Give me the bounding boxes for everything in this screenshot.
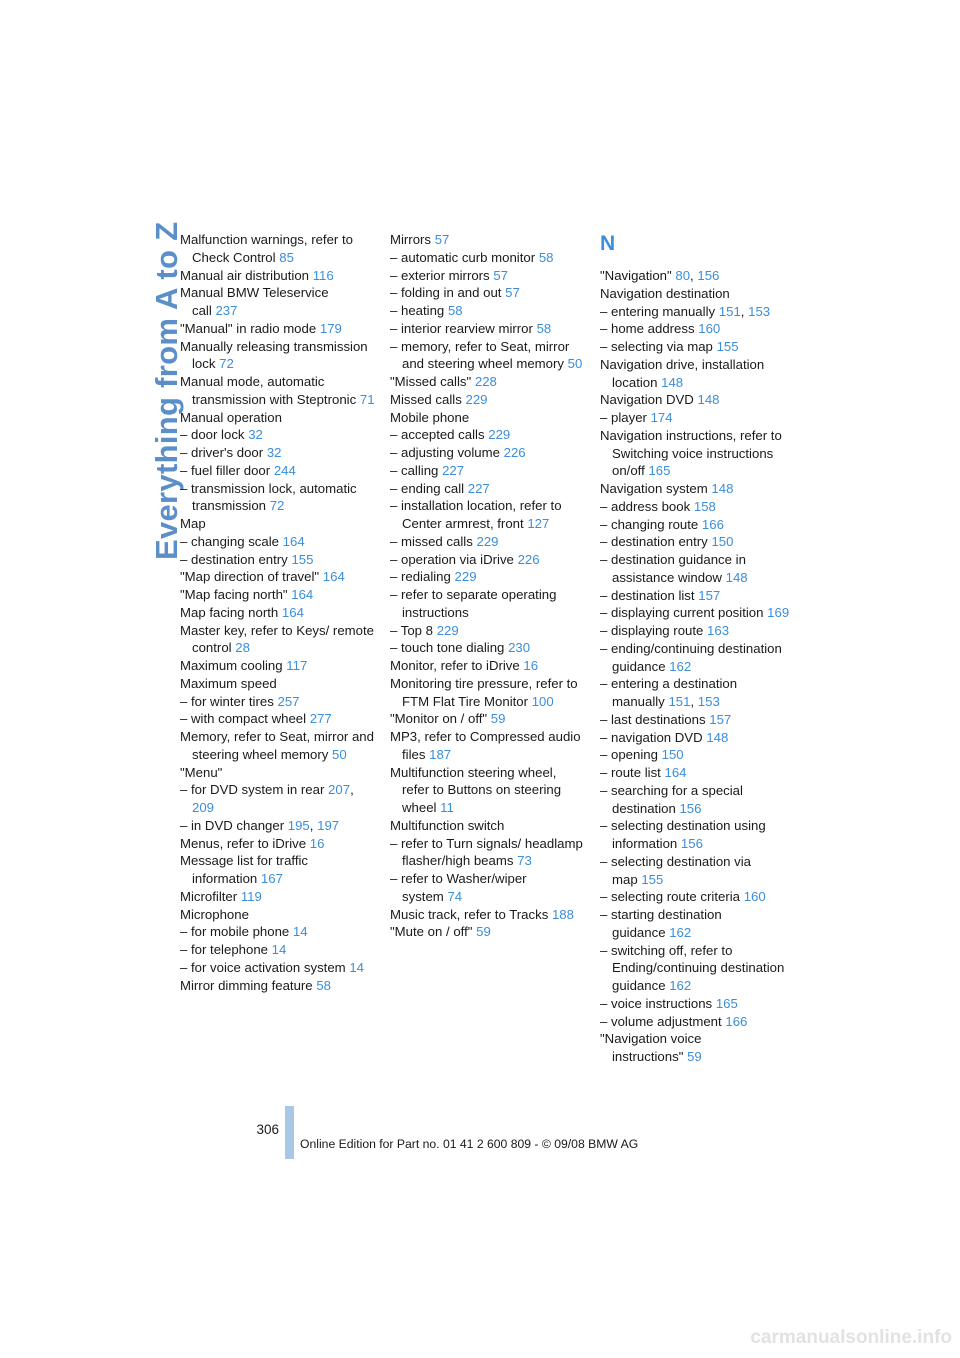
index-entry: [180, 675, 375, 693]
entry-term: – volume adjustment: [600, 1013, 722, 1029]
index-entry: [390, 533, 585, 551]
index-entry: [390, 284, 585, 302]
index-entry: [390, 444, 585, 462]
page-reference-link[interactable]: 165: [715, 995, 738, 1011]
entry-term: Microfilter: [180, 888, 238, 904]
entry-term: – for telephone: [180, 942, 268, 957]
entry-term: – operation via iDrive: [390, 551, 514, 567]
index-entry: [390, 764, 585, 817]
entry-term: – in DVD changer: [180, 817, 285, 833]
index-entry: [180, 977, 375, 995]
index-entry: [180, 231, 375, 267]
entry-term: Manual operation: [180, 409, 282, 425]
index-entry: [600, 498, 790, 516]
page-reference-link[interactable]: 187: [429, 746, 452, 762]
page-reference-link[interactable]: 28: [235, 640, 250, 656]
page-reference-link[interactable]: 229: [454, 569, 477, 585]
page-reference-link[interactable]: 226: [517, 551, 540, 567]
entry-term: – interior rearview mirror: [390, 320, 533, 336]
entry-term: – displaying current position: [600, 605, 764, 621]
index-entry: [180, 480, 375, 516]
page-reference-link[interactable]: 14: [292, 924, 308, 940]
entry-term: – calling: [390, 462, 439, 478]
entry-term: – changing scale: [180, 533, 279, 549]
entry-term: – door lock: [180, 427, 245, 443]
entry-term: "Navigation": [600, 268, 672, 283]
index-entry: [180, 426, 375, 444]
entry-term: "Navigation voice instructions": [600, 1031, 702, 1064]
index-entry: [600, 888, 790, 906]
page-reference-link[interactable]: 237: [215, 303, 238, 318]
entry-term: Navigation system: [600, 481, 708, 496]
entry-term: – refer to separate operating instructions: [390, 587, 557, 620]
page-reference-link[interactable]: 164: [322, 569, 345, 585]
index-entry: [390, 586, 585, 622]
index-entry: [180, 267, 375, 285]
entry-term: Master key, refer to Keys/ remote control: [180, 622, 374, 656]
index-entry: [180, 551, 375, 569]
entry-term: "Missed calls": [390, 374, 472, 389]
page-reference-link[interactable]: 229: [488, 427, 511, 443]
index-entry: [600, 817, 790, 853]
index-entry: [390, 657, 585, 675]
page-reference-link[interactable]: 73: [517, 853, 532, 869]
entry-term: Manual air distribution: [180, 267, 310, 283]
entry-term: – automatic curb monitor: [390, 249, 536, 265]
entry-term: – last destinations: [600, 711, 706, 727]
page-reference-link[interactable]: 119: [240, 888, 262, 904]
index-entry: [600, 516, 790, 534]
entry-term: – for mobile phone: [180, 924, 290, 940]
page-reference-link[interactable]: 80: [675, 268, 691, 283]
index-entry: [180, 604, 375, 622]
entry-term: – with compact wheel: [180, 711, 307, 727]
entry-term: – installation location, refer to Center armrest, front: [390, 498, 562, 531]
entry-term: – heating: [390, 303, 445, 318]
index-entry: [600, 551, 790, 587]
entry-term: Music track, refer to Tracks: [390, 906, 549, 922]
entry-term: – selecting via map: [600, 339, 713, 354]
page-reference-link[interactable]: 195: [287, 817, 310, 833]
index-entry: [600, 604, 790, 622]
page-reference-link[interactable]: 163: [707, 623, 730, 638]
page-reference-link[interactable]: 229: [436, 622, 459, 638]
index-entry: [390, 302, 585, 320]
entry-term: – selecting destination using information: [600, 818, 766, 851]
page-reference-link[interactable]: 226: [503, 445, 526, 460]
entry-term: – starting destination guidance: [600, 907, 722, 940]
entry-term: Maximum cooling: [180, 658, 283, 673]
page-reference-link[interactable]: 167: [260, 871, 283, 886]
index-entry: [390, 622, 585, 640]
page-reference-link[interactable]: 162: [669, 978, 692, 993]
index-entry: [600, 409, 790, 427]
index-entry: [390, 231, 585, 249]
entry-term: – changing route: [600, 516, 699, 532]
index-entry: [390, 267, 585, 285]
page-reference-link[interactable]: 151: [718, 303, 741, 319]
index-entry: [390, 870, 585, 906]
entry-term: – folding in and out: [390, 285, 502, 301]
entry-term: Manual mode, automatic transmission with Steptronic: [180, 374, 357, 407]
page-reference-link[interactable]: 16: [523, 658, 539, 673]
page-reference-link[interactable]: 166: [725, 1013, 748, 1029]
entry-term: – for voice activation system: [180, 959, 346, 975]
index-entry: [600, 1030, 790, 1066]
section-letter: N: [600, 232, 616, 255]
index-entry: [390, 497, 585, 533]
entry-term: Missed calls: [390, 391, 462, 407]
entry-term: Navigation destination: [600, 285, 730, 301]
entry-term: – refer to Turn signals/ headlamp flasher/high beams: [390, 835, 583, 869]
page-reference-link[interactable]: 257: [277, 693, 300, 709]
index-entry: [600, 480, 790, 498]
page-reference-link[interactable]: 156: [680, 836, 703, 851]
index-entry: "Navigation" 80, 156: [600, 268, 720, 283]
page-reference-link[interactable]: 164: [281, 604, 304, 620]
page-reference-link[interactable]: 244: [273, 462, 296, 478]
index-entry: [600, 640, 790, 676]
entry-term: – driver's door: [180, 445, 264, 460]
index-entry: [390, 835, 585, 871]
entry-term: Monitor, refer to iDrive: [390, 658, 520, 673]
index-entry: [600, 711, 790, 729]
entry-term: – memory, refer to Seat, mirror and steering wheel memory: [390, 338, 570, 372]
watermark: carmanualsonline.info: [750, 1327, 952, 1348]
page-reference-link[interactable]: 229: [465, 391, 488, 407]
index-entry: [600, 746, 790, 764]
entry-term: – searching for a special destination: [600, 782, 743, 816]
entry-term: "Mute on / off": [390, 924, 473, 940]
index-entry: [600, 729, 790, 747]
entry-term: "Menu": [180, 764, 223, 780]
page-reference-link[interactable]: 127: [527, 516, 550, 531]
page-reference-link[interactable]: 50: [332, 746, 347, 762]
index-entry: [180, 959, 375, 977]
page-reference-link[interactable]: 158: [693, 498, 716, 514]
page-reference-link[interactable]: 148: [661, 374, 684, 390]
page-reference-link[interactable]: 50: [567, 356, 583, 372]
page-reference-link[interactable]: 71: [359, 391, 375, 407]
index-entry: [390, 923, 585, 941]
index-entry: [600, 533, 790, 551]
page-reference-link[interactable]: 11: [440, 800, 454, 815]
page-reference-link[interactable]: 162: [669, 658, 692, 674]
page-reference-link[interactable]: 229: [476, 533, 499, 549]
page-reference-link[interactable]: 156: [697, 268, 720, 283]
index-entry: [180, 710, 375, 728]
entry-term: – navigation DVD: [600, 729, 703, 745]
page-reference-link[interactable]: 164: [291, 587, 314, 602]
page-reference-link[interactable]: 148: [697, 392, 720, 408]
index-entry: [600, 338, 790, 356]
entry-term: Map: [180, 516, 206, 531]
page-reference-link[interactable]: 162: [669, 924, 692, 940]
page-reference-link[interactable]: 227: [467, 480, 490, 496]
entry-term: – voice instructions: [600, 995, 713, 1011]
index-entry: [390, 373, 585, 391]
entry-term: "Map direction of travel": [180, 569, 320, 585]
page-reference-link[interactable]: 100: [531, 693, 554, 709]
page-reference-link[interactable]: 116: [312, 267, 334, 283]
page-reference-link[interactable]: 72: [269, 498, 285, 514]
index-entry: [390, 710, 585, 728]
entry-term: – home address: [600, 321, 695, 337]
index-entry: [180, 284, 375, 320]
page-reference-link[interactable]: 166: [701, 516, 724, 532]
index-entry: [390, 906, 585, 924]
page-reference-link[interactable]: 227: [442, 462, 465, 478]
entry-term: – redialing: [390, 569, 451, 585]
entry-term: – destination entry: [180, 551, 288, 567]
entry-term: – destination guidance in assistance window: [600, 552, 746, 585]
entry-term: – selecting destination via map: [600, 853, 752, 887]
index-column-3: [600, 231, 790, 1066]
index-entry: [180, 657, 375, 675]
index-entry: [390, 728, 585, 764]
entry-term: Mobile phone: [390, 409, 470, 425]
page-reference-link[interactable]: 16: [309, 835, 325, 851]
entry-term: – adjusting volume: [390, 445, 500, 460]
footer-accent-bar: [285, 1106, 294, 1159]
page-reference-link[interactable]: 59: [490, 711, 506, 727]
page-reference-link[interactable]: 148: [711, 481, 734, 496]
entry-term: Malfunction warnings, refer to Check Control: [180, 232, 353, 265]
index-entry: [180, 515, 375, 533]
entry-term: Manual BMW Teleservice call: [180, 285, 329, 318]
entry-term: Memory, refer to Seat, mirror and steering wheel memory: [180, 729, 374, 762]
index-entry: [600, 995, 790, 1013]
page-reference-link[interactable]: 160: [698, 321, 721, 337]
entry-term: – entering a destination manually: [600, 676, 738, 709]
side-section-title: Everything from A to Z: [149, 221, 184, 560]
index-entry: [600, 764, 790, 782]
index-entry: [600, 356, 790, 392]
index-entry: – in DVD changer 195, 197: [180, 817, 340, 833]
index-entry: [180, 693, 375, 711]
index-entry: [180, 888, 375, 906]
index-entry: [180, 923, 375, 941]
page-reference-link[interactable]: 209: [192, 800, 215, 815]
page-reference-link[interactable]: 117: [286, 658, 308, 673]
index-entry: [390, 338, 585, 374]
index-entry: [390, 551, 585, 569]
entry-term: – for DVD system in rear: [180, 782, 325, 798]
page-reference-link[interactable]: 150: [661, 747, 684, 763]
index-entry: [180, 764, 375, 782]
index-entry: [390, 462, 585, 480]
index-entry: [600, 587, 790, 605]
entry-term: Menus, refer to iDrive: [180, 835, 307, 851]
index-entry: [180, 373, 375, 409]
page-reference-link[interactable]: 148: [725, 569, 748, 585]
entry-term: – for winter tires: [180, 693, 274, 709]
index-entry: [600, 427, 790, 480]
page-reference-link[interactable]: 156: [679, 800, 702, 816]
entry-term: Monitoring tire pressure, refer to FTM Flat Tire Monitor: [390, 675, 578, 709]
page-reference-link[interactable]: 157: [698, 587, 721, 603]
index-entry: [390, 249, 585, 267]
page-reference-link[interactable]: 85: [279, 249, 294, 265]
index-entry: [600, 853, 790, 889]
index-entry: [180, 338, 375, 374]
index-entry: [390, 426, 585, 444]
entry-term: Microphone: [180, 906, 249, 922]
entry-term: Manually releasing transmission lock: [180, 338, 368, 372]
footer-edition-note: Online Edition for Part no. 01 41 2 600 809 - © 09/08 BMW AG: [300, 1137, 639, 1151]
entry-term: Message list for traffic information: [180, 853, 309, 886]
entry-term: Maximum speed: [180, 675, 277, 691]
page-reference-link[interactable]: 155: [716, 339, 739, 354]
entry-term: – fuel filler door: [180, 462, 271, 478]
page-reference-link[interactable]: 58: [447, 303, 463, 318]
page-reference-link[interactable]: 58: [538, 249, 554, 265]
entry-term: – switching off, refer to Ending/continuing destination guidance: [600, 942, 785, 993]
page-reference-link[interactable]: 155: [291, 551, 314, 567]
page-reference-link[interactable]: 188: [551, 906, 574, 922]
entry-term: – destination list: [600, 587, 695, 603]
page-reference-link[interactable]: 179: [319, 320, 342, 336]
entry-term: Navigation DVD: [600, 392, 694, 408]
index-entry: [180, 320, 375, 338]
entry-term: – ending call: [390, 480, 465, 496]
page-reference-link[interactable]: 165: [648, 463, 671, 479]
entry-term: MP3, refer to Compressed audio files: [390, 729, 581, 762]
page-reference-link[interactable]: 230: [508, 640, 531, 656]
page-reference-link[interactable]: 228: [474, 374, 497, 389]
index-entry: [180, 835, 375, 853]
index-entry: [180, 622, 375, 658]
index-entry: [600, 906, 790, 942]
page-reference-link[interactable]: 58: [316, 977, 331, 993]
entry-term: – entering manually: [600, 303, 716, 319]
index-entry: [180, 444, 375, 462]
page-reference-link[interactable]: 155: [641, 871, 664, 887]
page-reference-link[interactable]: 160: [743, 889, 766, 905]
page-reference-link[interactable]: 157: [709, 711, 732, 727]
entry-term: – missed calls: [390, 533, 473, 549]
entry-term: Map facing north: [180, 604, 279, 620]
entry-term: – exterior mirrors: [390, 267, 490, 283]
index-entry: [600, 942, 790, 995]
entry-term: – address book: [600, 498, 691, 514]
entry-term: – accepted calls: [390, 427, 485, 443]
page-reference-link[interactable]: 58: [536, 320, 552, 336]
index-entry: – entering manually 151, 153: [600, 303, 771, 319]
page-reference-link[interactable]: 14: [271, 942, 287, 957]
index-column-2: [390, 231, 585, 941]
page-reference-link[interactable]: 169: [767, 605, 790, 621]
page-reference-link[interactable]: 14: [349, 959, 364, 975]
page-reference-link[interactable]: 151: [668, 694, 691, 709]
entry-term: Navigation instructions, refer to Switching voice instructions on/off: [600, 427, 782, 479]
page-reference-link[interactable]: 59: [687, 1049, 702, 1064]
page-reference-link[interactable]: 197: [317, 817, 340, 833]
entry-term: – touch tone dialing: [390, 640, 505, 656]
entry-term: Mirror dimming feature: [180, 977, 313, 993]
index-entry: [600, 285, 790, 303]
page-reference-link[interactable]: 59: [476, 924, 491, 940]
entry-term: "Monitor on / off": [390, 711, 488, 727]
entry-term: – Top 8: [390, 622, 434, 638]
index-entry: [180, 906, 375, 924]
page-reference-link[interactable]: 164: [282, 533, 305, 549]
entry-term: – displaying route: [600, 623, 704, 638]
entry-term: Navigation drive, installation location: [600, 356, 765, 390]
entry-term: "Manual" in radio mode: [180, 320, 317, 336]
entry-term: – transmission lock, automatic transmission: [180, 480, 357, 514]
index-entry: [390, 320, 585, 338]
index-entry: – entering a destination manually 151, 153: [600, 676, 738, 709]
entry-term: – refer to Washer/wiper system: [390, 871, 527, 904]
index-entry: [600, 320, 790, 338]
index-entry: [180, 941, 375, 959]
page-reference-link[interactable]: 153: [697, 694, 720, 709]
entry-term: – ending/continuing destination guidance: [600, 640, 782, 674]
index-entry: [180, 462, 375, 480]
index-entry: [180, 586, 375, 604]
index-entry: [180, 409, 375, 427]
entry-term: – destination entry: [600, 534, 708, 550]
page-reference-link[interactable]: 57: [493, 267, 508, 283]
entry-term: – route list: [600, 765, 661, 780]
entry-term: Multifunction steering wheel, refer to Buttons on steering wheel: [390, 764, 562, 815]
page-reference-link[interactable]: 32: [266, 445, 282, 460]
index-entry: [390, 391, 585, 409]
index-column-1: [180, 231, 375, 994]
index-entry: [390, 639, 585, 657]
index-entry: [180, 728, 375, 764]
page-reference-link[interactable]: 153: [748, 303, 771, 319]
index-entry: [600, 391, 790, 409]
index-entry: [390, 480, 585, 498]
page-reference-link[interactable]: 57: [505, 285, 520, 301]
entry-term: – opening: [600, 747, 658, 763]
page-reference-link[interactable]: 72: [219, 356, 234, 372]
page-reference-link[interactable]: 150: [711, 534, 734, 550]
index-entry: [180, 852, 375, 888]
index-entry: [600, 1013, 790, 1031]
page-reference-link[interactable]: 277: [309, 711, 332, 727]
page-reference-link[interactable]: 174: [650, 410, 673, 425]
page-reference-link[interactable]: 57: [434, 232, 450, 247]
page-number: 306: [256, 1122, 279, 1137]
index-entry: [390, 409, 585, 427]
entry-term: – player: [600, 410, 647, 425]
page-reference-link[interactable]: 164: [664, 765, 687, 780]
entry-term: – selecting route criteria: [600, 889, 741, 905]
index-entry: [390, 568, 585, 586]
index-entry: [390, 817, 585, 835]
page-reference-link[interactable]: 207: [328, 782, 351, 798]
page-reference-link[interactable]: 32: [248, 427, 263, 443]
index-entry: [390, 675, 585, 711]
page-reference-link[interactable]: 74: [447, 888, 463, 904]
page-reference-link[interactable]: 148: [706, 729, 729, 745]
index-entry: [180, 568, 375, 586]
entry-term: Multifunction switch: [390, 817, 505, 833]
index-entry: – for DVD system in rear 207, 209: [180, 782, 354, 815]
entry-term: Mirrors: [390, 232, 432, 247]
index-entry: [180, 533, 375, 551]
entry-term: "Map facing north": [180, 587, 288, 602]
index-entry: [600, 622, 790, 640]
index-entry: [600, 782, 790, 818]
